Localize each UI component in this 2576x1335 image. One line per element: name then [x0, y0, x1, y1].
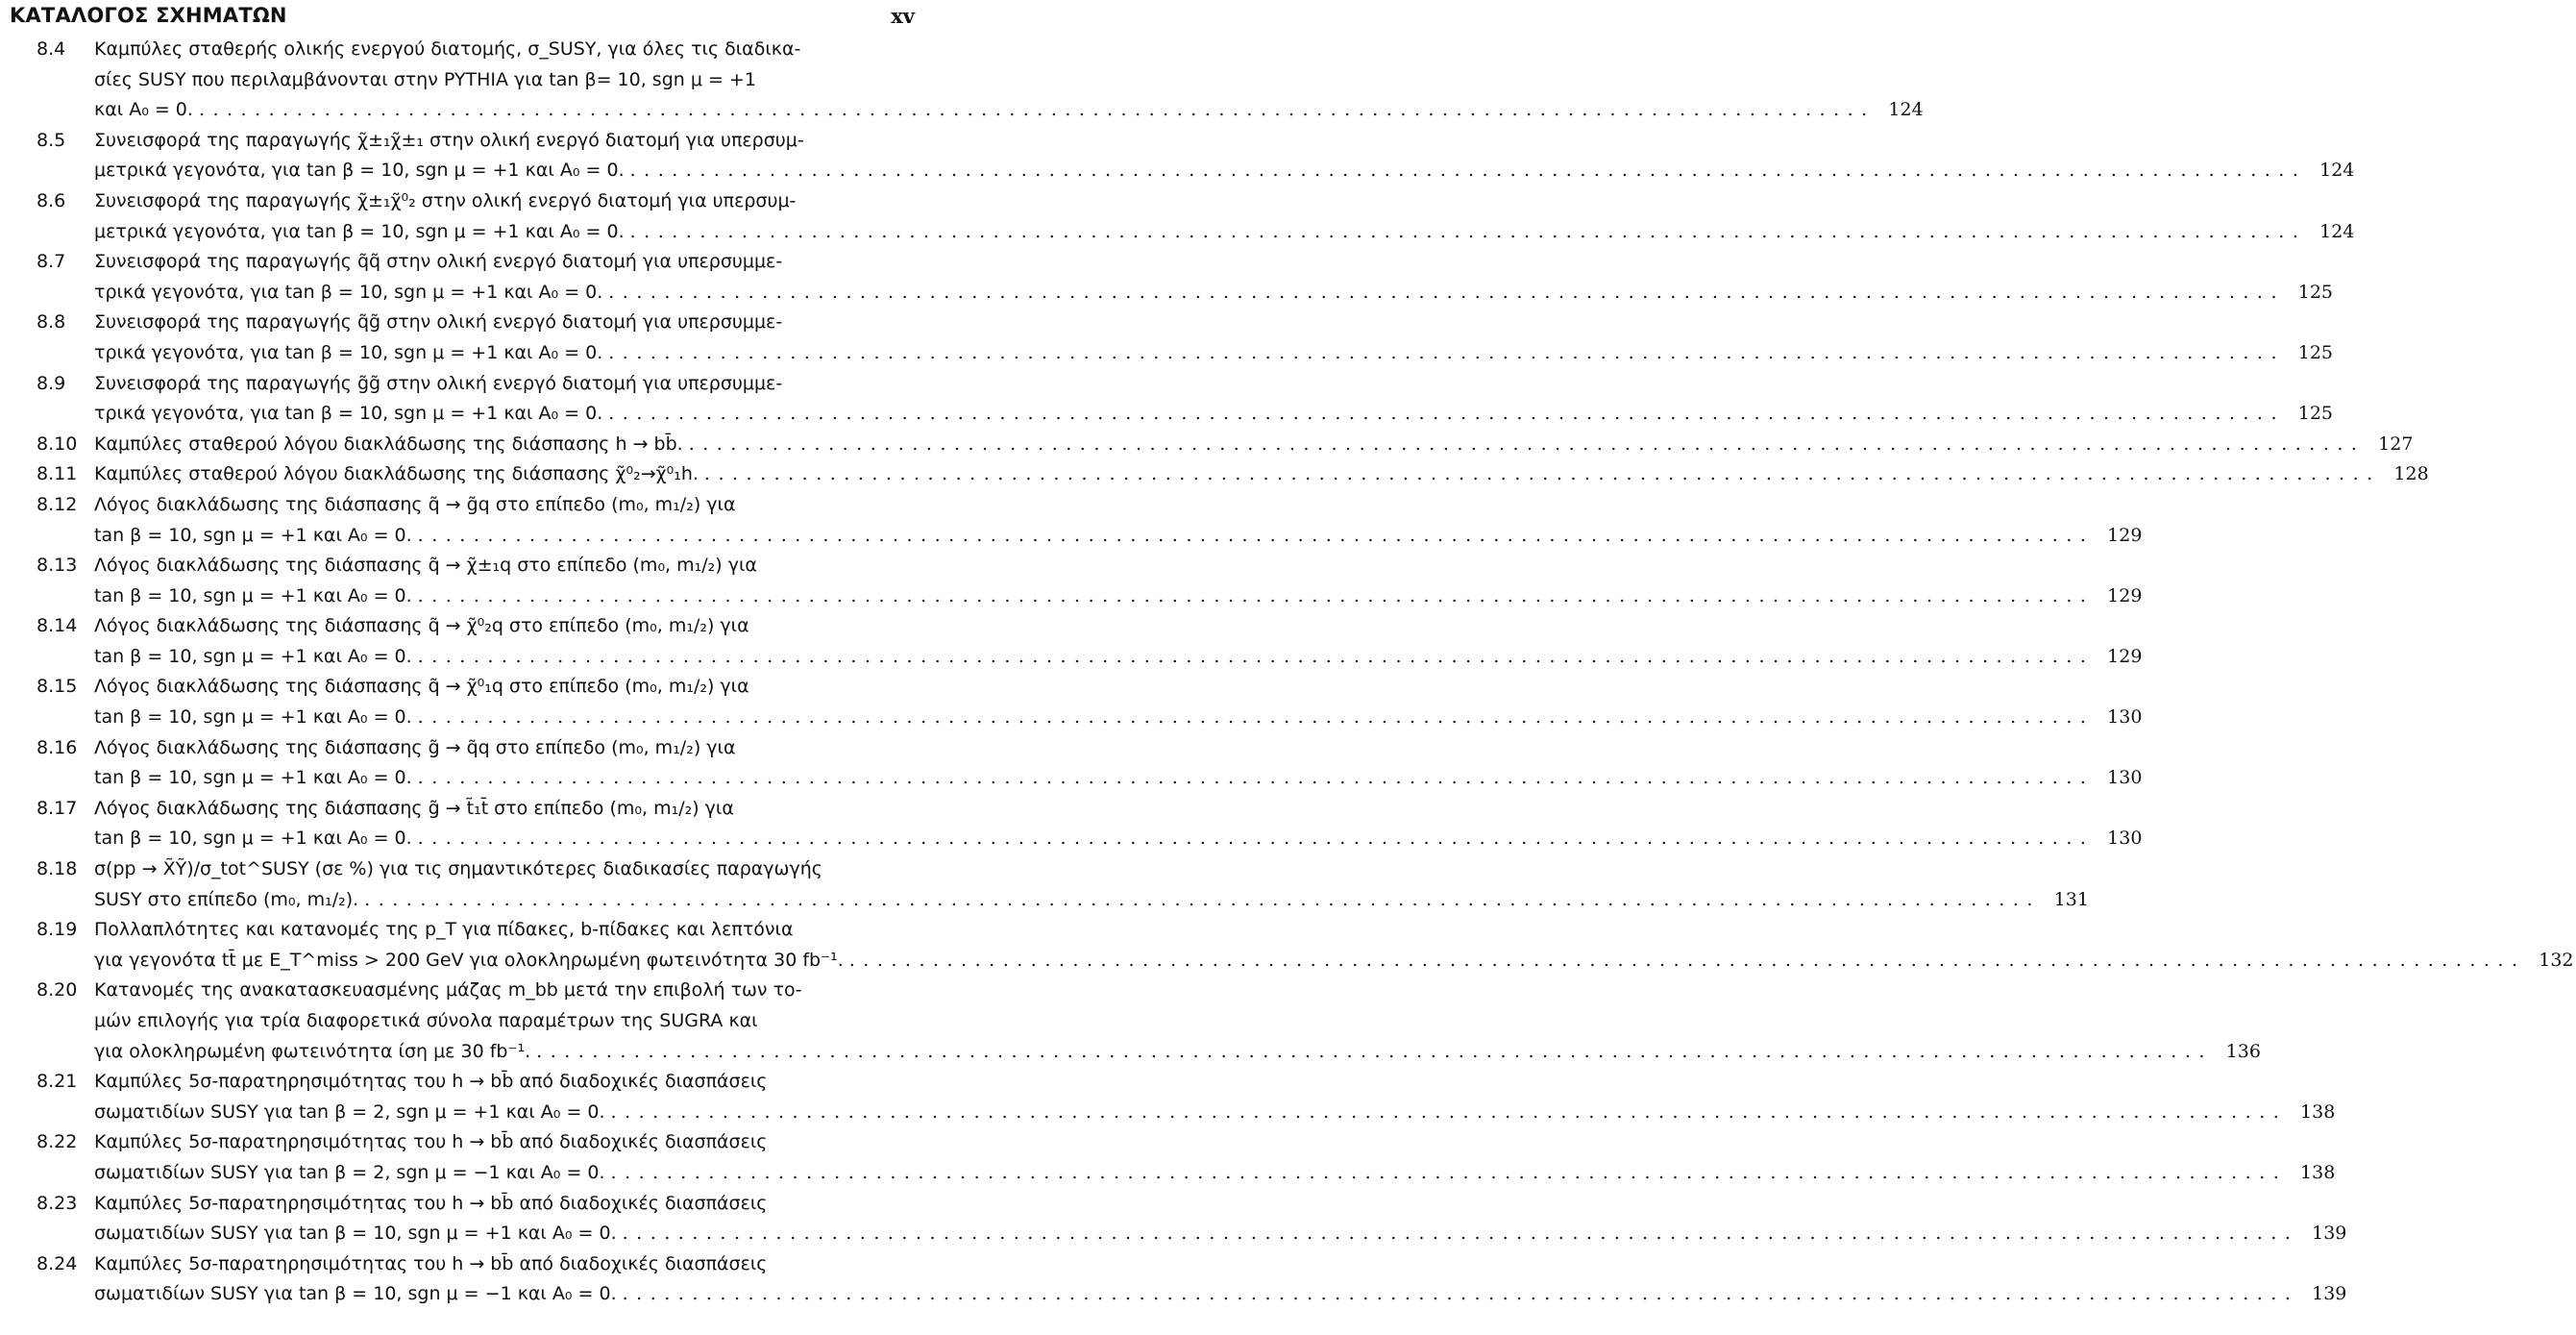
page-number: 139: [2312, 1223, 2347, 1245]
caption-text: tan β = 10, sgn μ = +1 και A₀ = 0.: [94, 524, 412, 546]
entry-line: [0, 220, 2355, 252]
entry-line: [0, 69, 922, 100]
figure-entry[interactable]: [0, 1131, 2336, 1192]
caption-text: Καμπύλες σταθερού λόγου διακλάδωσης της διάσπασης χ̃⁰₂→χ̃⁰₁h.: [94, 463, 699, 485]
entry-line: [0, 919, 922, 950]
figure-number: 8.7: [37, 251, 66, 273]
leader-dots: ........................................................................................................................: [622, 1283, 2299, 1305]
page-number: 130: [2107, 767, 2143, 789]
caption-text: Καμπύλες 5σ-παρατηρησιμότητας του h → bb̄ από διαδοχικές διασπάσεις: [94, 1071, 768, 1093]
figure-entry[interactable]: [0, 493, 2143, 555]
leader-dots: ........................................................................................................................: [610, 1161, 2288, 1183]
entry-line: [0, 251, 922, 282]
figure-entry[interactable]: [0, 1071, 2336, 1131]
page-number: 131: [2053, 888, 2089, 910]
figure-entry[interactable]: [0, 38, 1924, 130]
caption-text: σ(pp → X̃Ỹ)/σ_tot^SUSY (σε %) για τις σημαντικότερες διαδικασίες παραγωγής: [94, 858, 822, 880]
caption-text: tan β = 10, sgn μ = +1 και A₀ = 0.: [94, 706, 412, 729]
caption-text: για ολοκληρωμένη φωτεινότητα ίση με 30 fb⁻¹.: [94, 1040, 531, 1062]
caption-text: Καμπύλες σταθερού λόγου διακλάδωσης της διάσπασης h → bb̄.: [94, 433, 683, 455]
entry-line: [0, 311, 922, 342]
caption-text: Λόγος διακλάδωσης της διάσπασης q̃ → χ̃⁰₂q στο επίπεδο (m₀, m₁/₂) για: [94, 615, 749, 637]
figure-number: 8.19: [37, 919, 78, 941]
entry-line: [0, 433, 2414, 464]
leader-dots: ........................................................................................................................: [629, 220, 2307, 242]
entry-line: [0, 1193, 922, 1224]
caption-text: Καμπύλες 5σ-παρατηρησιμότητας του h → bb̄ από διαδοχικές διασπάσεις: [94, 1131, 768, 1153]
leader-dots: ........................................................................................................................: [688, 433, 2366, 455]
caption-text: SUSY στο επίπεδο (m₀, m₁/₂).: [94, 888, 359, 910]
figure-entry[interactable]: [0, 251, 2334, 311]
header-page-number: xv: [891, 3, 915, 28]
figure-entry[interactable]: [0, 463, 2429, 494]
entry-line: [0, 99, 1924, 130]
entry-line: [0, 767, 2143, 798]
caption-text: Κατανομές της ανακατασκευασμένης μάζας m_bb μετά την επιβολή των το-: [94, 979, 802, 1001]
entry-line: [0, 130, 922, 161]
entry-line: [0, 160, 2355, 190]
caption-text: σωματιδίων SUSY για tan β = 2, sgn μ = −1 και A₀ = 0.: [94, 1161, 605, 1183]
entry-line: [0, 615, 922, 646]
leader-dots: ........................................................................................................................: [417, 584, 2095, 606]
leader-dots: ........................................................................................................................: [629, 160, 2307, 182]
entry-line: [0, 281, 2334, 312]
caption-text: και A₀ = 0.: [94, 99, 193, 121]
figure-number: 8.10: [37, 433, 78, 455]
caption-text: σωματιδίων SUSY για tan β = 10, sgn μ = −1 και A₀ = 0.: [94, 1283, 617, 1305]
entry-line: [0, 1010, 922, 1041]
leader-dots: ........................................................................................................................: [703, 463, 2381, 485]
page-number: 129: [2107, 645, 2143, 667]
entry-line: [0, 403, 2334, 433]
page-number: 124: [1888, 99, 1924, 121]
figure-number: 8.16: [37, 736, 78, 758]
caption-text: Συνεισφορά της παραγωγής q̃g̃ στην ολική ενεργό διατομή για υπερσυμμε-: [94, 311, 783, 334]
caption-text: τρικά γεγονότα, για tan β = 10, sgn μ = +1 και A₀ = 0.: [94, 403, 603, 425]
caption-text: tan β = 10, sgn μ = +1 και A₀ = 0.: [94, 767, 412, 789]
caption-text: μών επιλογής για τρία διαφορετικά σύνολα παραμέτρων της SUGRA και: [94, 1010, 758, 1031]
figure-number: 8.6: [37, 189, 66, 211]
caption-text: tan β = 10, sgn μ = +1 και A₀ = 0.: [94, 584, 412, 606]
caption-text: Καμπύλες 5σ-παρατηρησιμότητας του h → bb̄ από διαδοχικές διασπάσεις: [94, 1252, 768, 1274]
figure-number: 8.23: [37, 1192, 78, 1214]
leader-dots: ........................................................................................................................: [417, 828, 2095, 850]
leader-dots: ........................................................................................................................: [198, 99, 1876, 121]
page-number: 128: [2393, 463, 2429, 485]
figure-number: 8.18: [37, 858, 78, 880]
caption-text: Πολλαπλότητες και κατανομές της p_T για πίδακες, b-πίδακες και λεπτόνια: [94, 919, 794, 941]
caption-text: Καμπύλες σταθερής ολικής ενεργού διατομής, σ_SUSY, για όλες τις διαδικα-: [94, 38, 801, 60]
figure-number: 8.17: [37, 797, 78, 819]
figure-entry[interactable]: [0, 1192, 2347, 1253]
figure-number: 8.11: [37, 463, 78, 485]
entry-line: [0, 190, 922, 221]
page-number: 136: [2225, 1040, 2261, 1062]
figure-entry[interactable]: [0, 736, 2143, 798]
figure-entry[interactable]: [0, 311, 2334, 372]
page-number: 129: [2107, 584, 2143, 606]
caption-text: Συνεισφορά της παραγωγής g̃g̃ στην ολική ενεργό διατομή για υπερσυμμε-: [94, 372, 783, 394]
figure-number: 8.5: [37, 129, 66, 151]
figure-number: 8.22: [37, 1131, 78, 1153]
leader-dots: ........................................................................................................................: [608, 403, 2286, 425]
figure-number: 8.12: [37, 493, 78, 515]
caption-text: σίες SUSY που περιλαμβάνονται στην PYTHIA για tan β= 10, sgn μ = +1: [94, 68, 756, 90]
figure-number: 8.8: [37, 311, 66, 334]
entry-line: [0, 584, 2143, 616]
entry-line: [0, 463, 2429, 494]
figure-number: 8.4: [37, 38, 66, 60]
page-number: 125: [2297, 281, 2334, 303]
caption-text: Συνεισφορά της παραγωγής χ̃±₁χ̃⁰₂ στην ολική ενεργό διατομή για υπερσυμ-: [94, 189, 797, 211]
caption-text: Λόγος διακλάδωσης της διάσπασης g̃ → q̃q στο επίπεδο (m₀, m₁/₂) για: [94, 736, 736, 758]
figure-entry[interactable]: [0, 797, 2143, 858]
figure-entry[interactable]: [0, 555, 2143, 615]
caption-text: για γεγονότα tt̄ με E_T^miss > 200 GeV για ολοκληρωμένη φωτεινότητα 30 fb⁻¹.: [94, 949, 844, 971]
entry-line: [0, 676, 922, 706]
caption-text: Καμπύλες 5σ-παρατηρησιμότητας του h → bb̄ από διαδοχικές διασπάσεις: [94, 1192, 768, 1214]
figure-number: 8.13: [37, 555, 78, 577]
entry-line: [0, 888, 2089, 920]
entry-line: [0, 524, 2143, 556]
figure-list: [0, 38, 2574, 1314]
entry-line: [0, 1071, 922, 1101]
page-number: 138: [2300, 1100, 2336, 1123]
entry-line: [0, 1253, 922, 1284]
figure-number: 8.20: [37, 979, 78, 1001]
leader-dots: ........................................................................................................................: [610, 1100, 2288, 1123]
leader-dots: ........................................................................................................................: [622, 1223, 2299, 1245]
caption-text: σωματιδίων SUSY για tan β = 10, sgn μ = +1 και A₀ = 0.: [94, 1223, 617, 1245]
page-number: 127: [2378, 433, 2414, 455]
caption-text: tan β = 10, sgn μ = +1 και A₀ = 0.: [94, 645, 412, 667]
caption-text: Λόγος διακλάδωσης της διάσπασης q̃ → g̃q στο επίπεδο (m₀, m₁/₂) για: [94, 493, 736, 515]
page-number: 125: [2297, 403, 2334, 425]
figure-number: 8.15: [37, 676, 78, 698]
entry-line: [0, 979, 922, 1010]
caption-text: τρικά γεγονότα, για tan β = 10, sgn μ = +1 και A₀ = 0.: [94, 281, 603, 303]
caption-text: Συνεισφορά της παραγωγής q̃q̃ στην ολική ενεργό διατομή για υπερσυμμε-: [94, 251, 783, 273]
leader-dots: ........................................................................................................................: [417, 706, 2095, 729]
caption-text: σωματιδίων SUSY για tan β = 2, sgn μ = +1 και A₀ = 0.: [94, 1100, 605, 1123]
figure-number: 8.9: [37, 372, 66, 394]
leader-dots: ........................................................................................................................: [417, 524, 2095, 546]
leader-dots: ........................................................................................................................: [848, 949, 2526, 971]
entry-line: [0, 555, 922, 585]
figure-entry[interactable]: [0, 858, 2089, 919]
entry-line: [0, 798, 922, 828]
caption-text: μετρικά γεγονότα, για tan β = 10, sgn μ = +1 και A₀ = 0.: [94, 160, 625, 182]
entry-line: [0, 494, 922, 525]
entry-line: [0, 1223, 2347, 1253]
figure-entry[interactable]: [0, 1252, 2347, 1314]
caption-text: Λόγος διακλάδωσης της διάσπασης q̃ → χ̃±₁q στο επίπεδο (m₀, m₁/₂) για: [94, 555, 757, 577]
figure-number: 8.21: [37, 1071, 78, 1093]
caption-text: μετρικά γεγονότα, για tan β = 10, sgn μ = +1 και A₀ = 0.: [94, 220, 625, 242]
figure-entry[interactable]: [0, 615, 2143, 676]
entry-line: [0, 828, 2143, 858]
caption-text: Συνεισφορά της παραγωγής χ̃±₁χ̃±₁ στην ολική ενεργό διατομή για υπερσυμ-: [94, 129, 804, 151]
entry-line: [0, 1161, 2336, 1193]
page-number: 129: [2107, 524, 2143, 546]
figure-number: 8.14: [37, 615, 78, 637]
figure-entry[interactable]: [0, 129, 2355, 190]
page-number: 124: [2319, 160, 2355, 182]
entry-line: [0, 1040, 2261, 1072]
entry-line: [0, 373, 922, 404]
leader-dots: ........................................................................................................................: [536, 1040, 2213, 1062]
section-title: ΚΑΤΑΛΟΓΟΣ ΣΧΗΜΑΤΩΝ: [10, 4, 287, 27]
page-number: 132: [2539, 949, 2574, 971]
figure-entry[interactable]: [0, 979, 2261, 1071]
figure-entry[interactable]: [0, 433, 2414, 464]
entry-line: [0, 645, 2143, 677]
caption-text: Λόγος διακλάδωσης της διάσπασης q̃ → χ̃⁰₁q στο επίπεδο (m₀, m₁/₂) για: [94, 676, 749, 698]
page-header: [10, 0, 915, 31]
caption-text: tan β = 10, sgn μ = +1 και A₀ = 0.: [94, 828, 412, 850]
page-number: 130: [2107, 828, 2143, 850]
entry-line: [0, 706, 2143, 737]
caption-text: τρικά γεγονότα, για tan β = 10, sgn μ = +1 και A₀ = 0.: [94, 341, 603, 363]
entry-line: [0, 858, 922, 889]
entry-line: [0, 1131, 922, 1162]
entry-line: [0, 341, 2334, 373]
figure-number: 8.24: [37, 1252, 78, 1274]
leader-dots: ........................................................................................................................: [417, 767, 2095, 789]
entry-line: [0, 1283, 2347, 1314]
caption-text: Λόγος διακλάδωσης της διάσπασης g̃ → t̃₁t̄ στο επίπεδο (m₀, m₁/₂) για: [94, 797, 734, 819]
page-number: 130: [2107, 706, 2143, 729]
leader-dots: ........................................................................................................................: [417, 645, 2095, 667]
leader-dots: ........................................................................................................................: [608, 281, 2286, 303]
leader-dots: ........................................................................................................................: [364, 888, 2041, 910]
page-number: 124: [2319, 220, 2355, 242]
figure-entry[interactable]: [0, 919, 2574, 979]
page-number: 125: [2297, 341, 2334, 363]
entry-line: [0, 949, 2574, 980]
entry-line: [0, 38, 922, 69]
figure-entry[interactable]: [0, 676, 2143, 736]
entry-line: [0, 737, 922, 768]
figure-entry[interactable]: [0, 189, 2355, 251]
page-number: 138: [2300, 1161, 2336, 1183]
page-number: 139: [2312, 1283, 2347, 1305]
leader-dots: ........................................................................................................................: [608, 341, 2286, 363]
figure-entry[interactable]: [0, 372, 2334, 433]
entry-line: [0, 1100, 2336, 1132]
